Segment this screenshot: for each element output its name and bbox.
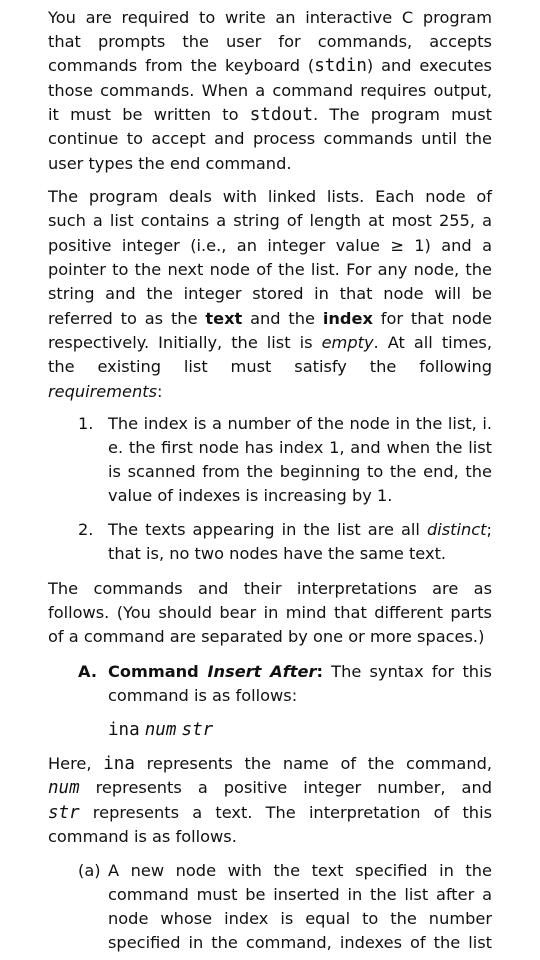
list-marker: 2. [78,520,94,539]
text-line: referred to as the text and the index for that node [48,309,492,328]
text-line: specified in the command, indexes of the list [108,933,492,952]
text-line: Command Insert After: The syntax for this [108,662,492,681]
text-line: follows. (You should bear in mind that different parts [48,603,492,622]
text-line: pointer to the next node of the list. For any node, the [48,260,492,279]
text-line: You are required to write an interactive C program [48,8,492,27]
text-line: it must be written to stdout. The program must [48,105,492,125]
text-line: commands from the keyboard (stdin) and executes [48,56,492,76]
term-index: index [322,309,373,328]
text-line: e. the first node has index 1, and when the list [108,438,492,457]
text-line: str represents a text. The interpretation of this [48,803,492,823]
text-line: A new node with the text specified in the [108,861,492,880]
command-title: Insert After [207,662,317,681]
term-distinct: distinct [426,520,487,539]
text-line: The index is a number of the node in the list, i. [108,414,492,433]
text-line: num represents a positive integer number, and [48,778,492,798]
text-line: The program deals with linked lists. Each node of [48,187,492,206]
text-line: is scanned from the beginning to the end, the [108,462,492,481]
text-line: positive integer (i.e., an integer value ≥ 1) and a [48,236,492,255]
text-line: The commands and their interpretations are as [48,579,492,598]
text-line: Here, ina represents the name of the command, [48,754,492,774]
term-empty: empty [321,333,374,352]
list-marker: 1. [78,414,94,433]
text-line: those commands. When a command requires output, [48,81,492,100]
section-marker: A. [78,662,97,681]
text-line: node whose index is equal to the number [108,909,492,928]
text-line: respectively. Initially, the list is empty. At all times, [48,333,492,352]
text-line: of a command are separated by one or more spaces.) [48,627,485,646]
text-line: that is, no two nodes have the same text. [108,544,447,563]
command-syntax: ina num str [108,720,214,740]
text-line: such a list contains a string of length at most 255, a [48,211,492,230]
list-marker: (a) [78,861,101,880]
text-line: command is as follows: [108,686,298,705]
text-line: requirements: [48,382,163,401]
text-line: command is as follows. [48,827,237,846]
text-line: command must be inserted in the list after a [108,885,492,904]
text-line: value of indexes is increasing by 1. [108,486,393,505]
text-line: continue to accept and process commands until the [48,129,492,148]
text-line: the existing list must satisfy the following [48,357,492,376]
code-stdout: stdout [249,105,314,125]
term-text: text [205,309,243,328]
text-line: user types the end command. [48,154,292,173]
code-stdin: stdin [314,56,367,76]
text-line: string and the integer stored in that node will be [48,284,492,303]
text-line: that prompts the user for commands, accepts [48,32,492,51]
text-line: The texts appearing in the list are all distinct; [108,520,492,539]
